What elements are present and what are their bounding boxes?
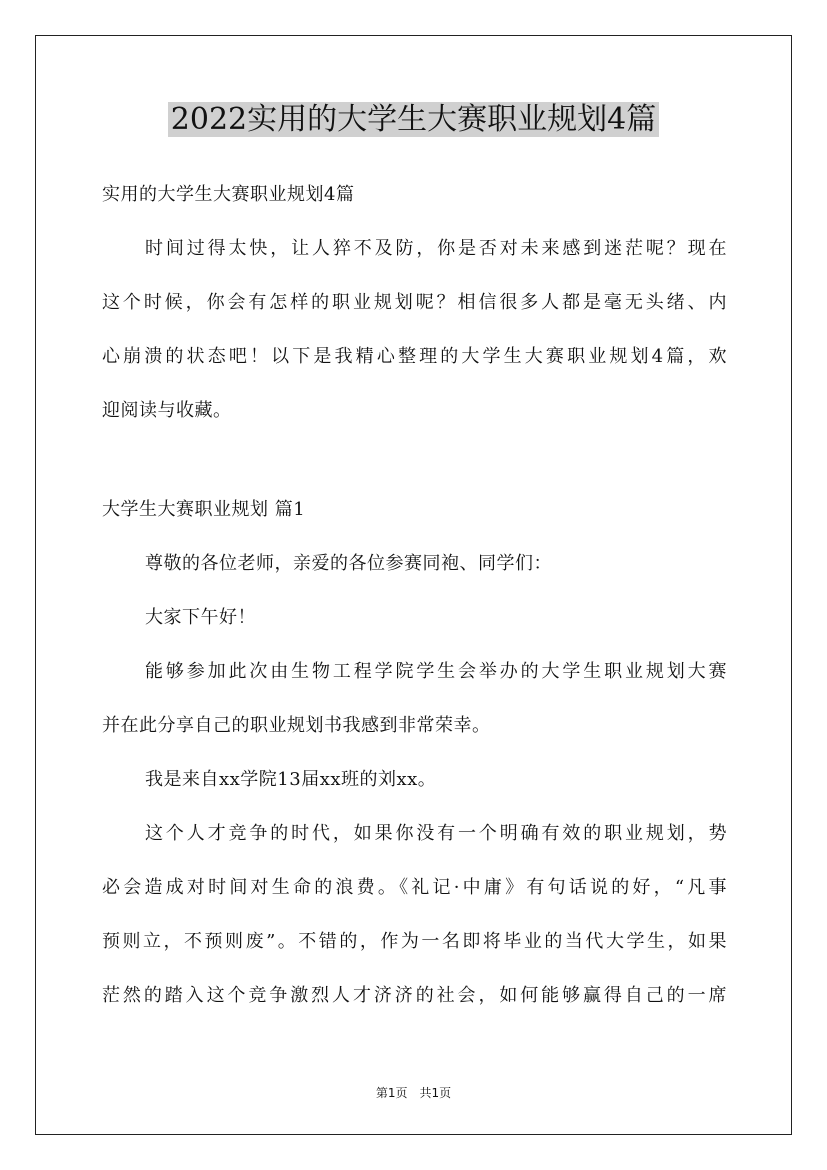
page-footer — [0, 1084, 827, 1101]
intro-line-1: 时间过得太快，让人猝不及防，你是否对未来感到迷茫呢？现在 — [145, 238, 727, 259]
section-heading: 大学生大赛职业规划 篇1 — [102, 499, 306, 520]
para3-line-3: 预则立，不预则废”。不错的，作为一名即将毕业的当代大学生，如果 — [102, 931, 727, 952]
document-title — [0, 98, 827, 142]
document-body — [102, 168, 727, 1023]
document-subtitle: 实用的大学生大赛职业规划4篇 — [102, 184, 355, 205]
para3-line-4: 茫然的踏入这个竞争激烈人才济济的社会，如何能够赢得自己的一席 — [102, 985, 727, 1006]
salutation-line: 尊敬的各位老师，亲爱的各位参赛同袍、同学们： — [145, 553, 552, 574]
intro-line-4: 迎阅读与收藏。 — [102, 400, 232, 421]
page-number-label: 第1页 共1页 — [375, 1086, 452, 1100]
intro-line-2: 这个时候，你会有怎样的职业规划呢？相信很多人都是毫无头绪、内 — [102, 292, 727, 313]
para3-line-1: 这个人才竞争的时代，如果你没有一个明确有效的职业规划，势 — [145, 823, 727, 844]
intro-line-3: 心崩溃的状态吧！以下是我精心整理的大学生大赛职业规划4篇，欢 — [102, 346, 727, 367]
para3-line-2: 必会造成对时间对生命的浪费。《礼记·中庸》有句话说的好，“凡事 — [102, 877, 727, 898]
para1-line-2: 并在此分享自己的职业规划书我感到非常荣幸。 — [102, 715, 491, 736]
greeting-line: 大家下午好！ — [145, 607, 256, 628]
document-title-text: 2022实用的大学生大赛职业规划4篇 — [168, 102, 659, 137]
para1-line-1: 能够参加此次由生物工程学院学生会举办的大学生职业规划大赛 — [145, 661, 727, 682]
para2-line: 我是来自xx学院13届xx班的刘xx。 — [145, 769, 437, 790]
paragraph-spacer — [102, 438, 727, 483]
